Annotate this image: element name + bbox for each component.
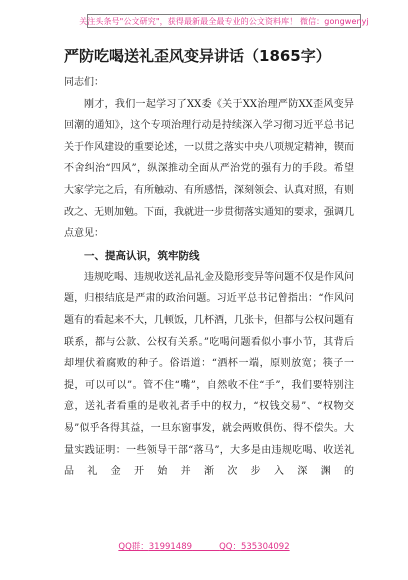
salutation: 同志们： — [64, 77, 104, 88]
intro-paragraph: 刚才，我们一起学习了XX委《关于XX治理严防XX歪风变异回潮的通知》，这个专项治理行动是持续深入学习彻习近平总书记关于作风建设的重要论述，一以贯之落实中央八项规定精神，锲而不舍纠治“四风”，纵深推动全面从严治党的强有力的手段。希望大家学完之后，有所触动、有所感悟，深刻领会、认真对照，有则改之、无则加勉。下面，我就进一步贯彻落实通知的要求，强调几点意见： — [64, 98, 354, 240]
footer-qq-label: QQ： — [219, 542, 241, 552]
header-banner-text: 关注头条号"公文研究"，获得最新最全最专业的公文资料库！ 微信：gongwenyj — [79, 16, 369, 26]
section-heading: 一、提高认识，筑牢防线 — [84, 249, 200, 262]
footer-qq-group-label: QQ群： — [118, 542, 149, 552]
header-banner — [79, 14, 369, 28]
document-body — [64, 46, 354, 483]
section-paragraph: 违规吃喝、违规收送礼品礼金及隐形变异等问题不仅是作风问题，归根结底是严肃的政治问题。习近平总书记曾指出：“作风问题有的看起来不大，几顿饭，几杯酒，几张卡，但都与公权问题有联系，都与公款、公权有关系。”吃喝问题看似小事小节，其背后却埋伏着腐败的种子。俗语道：“酒杯一端，原则放宽；筷子一提，可以可以”。管不住“嘴”，自然收不住“手”，我们要特别注意，送礼者看重的是收礼者手中的权力，“权钱交易”、“权物交易”似乎各得其益，一旦东窗事发，就会两败俱伤、得不偿失。大量实践证明：一些领导干部“落马”，大多是由违规吃喝、收送礼品礼金开始并渐次步入深渊的 — [64, 271, 354, 478]
footer-qq-group-number: 31991489 — [148, 542, 193, 552]
footer-contact — [0, 540, 408, 552]
document-title: 严防吃喝送礼歪风变异讲话（1865字） — [64, 47, 331, 65]
footer-qq-number: 535304092 — [240, 542, 290, 552]
